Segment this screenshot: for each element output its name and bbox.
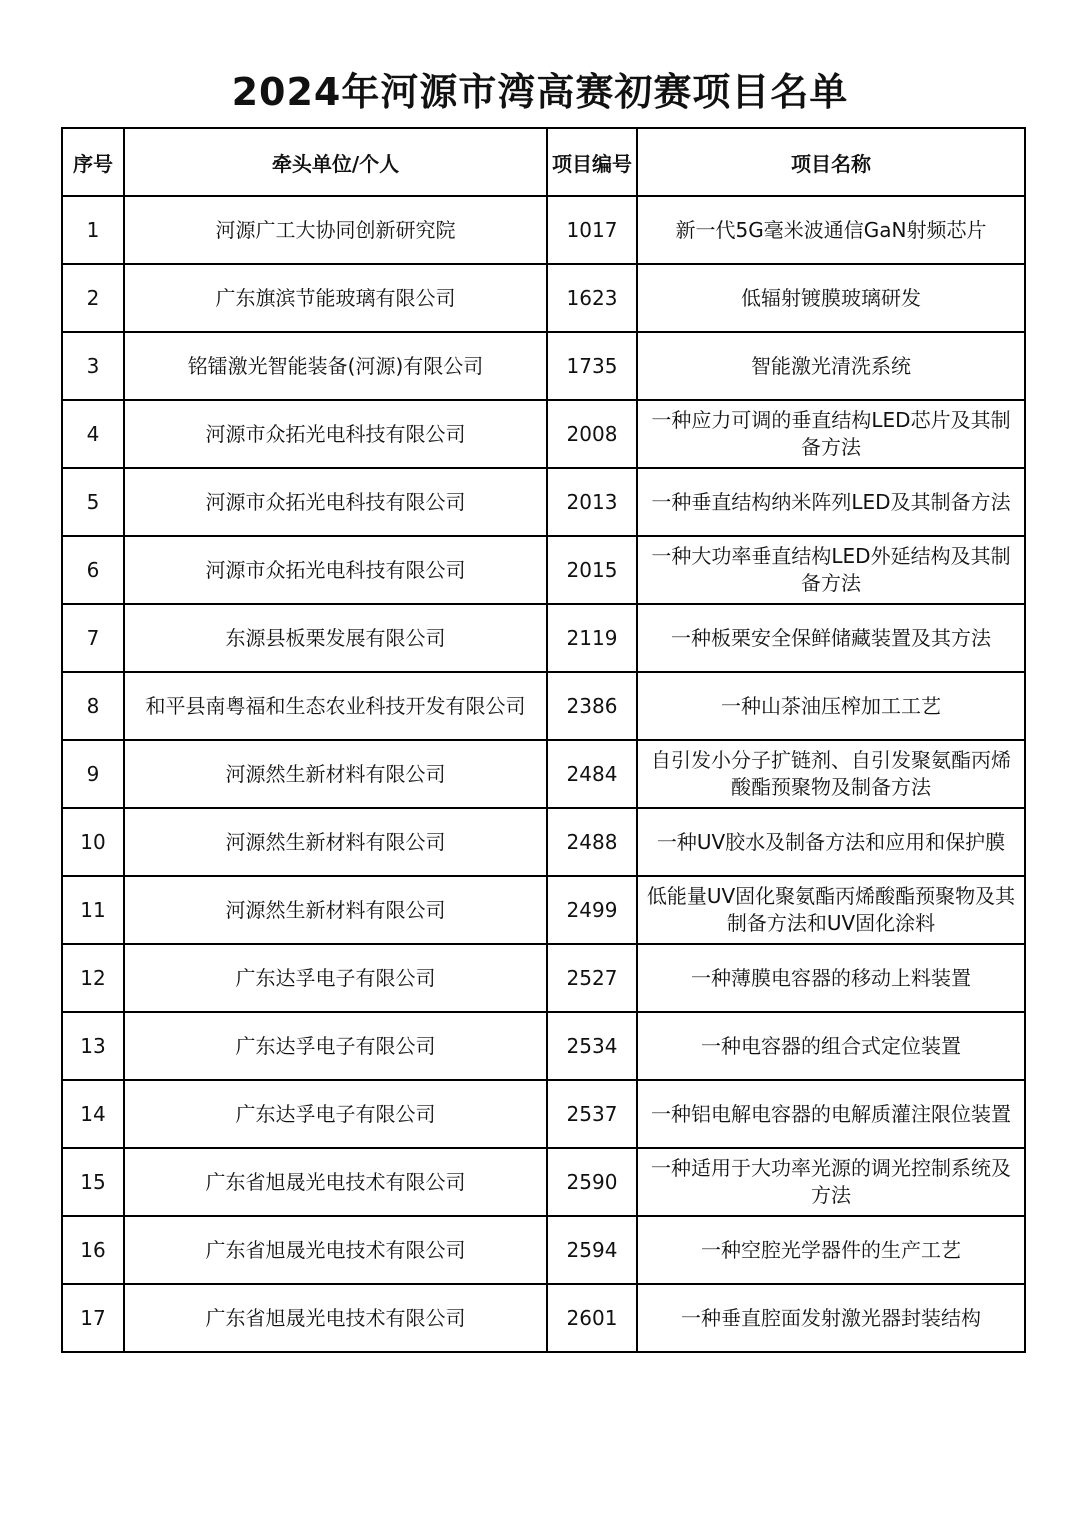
row-project-code-cell: 2537 — [547, 1080, 637, 1148]
table-row — [62, 1148, 1025, 1216]
row-project-code-cell: 2590 — [547, 1148, 637, 1216]
row-lead-unit-cell: 河源然生新材料有限公司 — [124, 876, 547, 944]
row-project-name-cell: 智能激光清洗系统 — [637, 332, 1025, 400]
table-row — [62, 604, 1025, 672]
page-title: 2024年河源市湾高赛初赛项目名单 — [231, 70, 849, 114]
row-project-code-cell: 2386 — [547, 672, 637, 740]
table-row — [62, 1012, 1025, 1080]
row-project-code-cell: 2488 — [547, 808, 637, 876]
row-project-code-cell: 2534 — [547, 1012, 637, 1080]
row-project-code-cell: 2594 — [547, 1216, 637, 1284]
table-row — [62, 1080, 1025, 1148]
row-project-code-cell: 1017 — [547, 196, 637, 264]
table-row — [62, 944, 1025, 1012]
table-row — [62, 1216, 1025, 1284]
row-index-cell: 16 — [62, 1216, 124, 1284]
row-project-name-cell: 一种大功率垂直结构LED外延结构及其制备方法 — [637, 536, 1025, 604]
row-project-code-cell: 2499 — [547, 876, 637, 944]
row-lead-unit-cell: 东源县板栗发展有限公司 — [124, 604, 547, 672]
table-row — [62, 672, 1025, 740]
row-index-cell: 12 — [62, 944, 124, 1012]
row-project-code-cell: 2484 — [547, 740, 637, 808]
row-project-code-cell: 2527 — [547, 944, 637, 1012]
row-lead-unit-cell: 河源市众拓光电科技有限公司 — [124, 536, 547, 604]
row-project-name-cell: 一种适用于大功率光源的调光控制系统及方法 — [637, 1148, 1025, 1216]
row-index-cell: 5 — [62, 468, 124, 536]
row-index-cell: 6 — [62, 536, 124, 604]
table-row — [62, 468, 1025, 536]
row-project-name-cell: 低能量UV固化聚氨酯丙烯酸酯预聚物及其制备方法和UV固化涂料 — [637, 876, 1025, 944]
table-row — [62, 196, 1025, 264]
table-row — [62, 740, 1025, 808]
row-project-code-cell: 2008 — [547, 400, 637, 468]
row-index-cell: 2 — [62, 264, 124, 332]
row-lead-unit-cell: 河源市众拓光电科技有限公司 — [124, 400, 547, 468]
row-index-cell: 17 — [62, 1284, 124, 1352]
row-index-cell: 4 — [62, 400, 124, 468]
table-row — [62, 400, 1025, 468]
row-lead-unit-cell: 广东达孚电子有限公司 — [124, 1012, 547, 1080]
row-lead-unit-cell: 河源然生新材料有限公司 — [124, 808, 547, 876]
table-body — [62, 196, 1025, 1352]
row-index-cell: 8 — [62, 672, 124, 740]
row-project-name-cell: 一种垂直结构纳米阵列LED及其制备方法 — [637, 468, 1025, 536]
row-project-name-cell: 低辐射镀膜玻璃研发 — [637, 264, 1025, 332]
row-project-name-cell: 一种应力可调的垂直结构LED芯片及其制备方法 — [637, 400, 1025, 468]
row-project-name-cell: 一种电容器的组合式定位装置 — [637, 1012, 1025, 1080]
header-project-code: 项目编号 — [547, 128, 637, 196]
row-lead-unit-cell: 广东省旭晟光电技术有限公司 — [124, 1284, 547, 1352]
project-list-table — [61, 127, 1026, 1353]
row-index-cell: 1 — [62, 196, 124, 264]
table-row — [62, 876, 1025, 944]
row-project-name-cell: 一种UV胶水及制备方法和应用和保护膜 — [637, 808, 1025, 876]
row-project-name-cell: 一种垂直腔面发射激光器封装结构 — [637, 1284, 1025, 1352]
row-index-cell: 15 — [62, 1148, 124, 1216]
row-lead-unit-cell: 河源市众拓光电科技有限公司 — [124, 468, 547, 536]
row-lead-unit-cell: 河源广工大协同创新研究院 — [124, 196, 547, 264]
row-lead-unit-cell: 广东旗滨节能玻璃有限公司 — [124, 264, 547, 332]
row-project-code-cell: 2013 — [547, 468, 637, 536]
row-index-cell: 3 — [62, 332, 124, 400]
row-project-code-cell: 2015 — [547, 536, 637, 604]
row-lead-unit-cell: 和平县南粤福和生态农业科技开发有限公司 — [124, 672, 547, 740]
row-lead-unit-cell: 广东省旭晟光电技术有限公司 — [124, 1216, 547, 1284]
header-project-name: 项目名称 — [637, 128, 1025, 196]
row-project-code-cell: 1623 — [547, 264, 637, 332]
row-lead-unit-cell: 铭镭激光智能装备(河源)有限公司 — [124, 332, 547, 400]
row-project-name-cell: 一种空腔光学器件的生产工艺 — [637, 1216, 1025, 1284]
row-project-code-cell: 2119 — [547, 604, 637, 672]
table-row — [62, 264, 1025, 332]
header-index: 序号 — [62, 128, 124, 196]
row-project-name-cell: 一种铝电解电容器的电解质灌注限位装置 — [637, 1080, 1025, 1148]
row-index-cell: 13 — [62, 1012, 124, 1080]
table-row — [62, 536, 1025, 604]
row-lead-unit-cell: 广东省旭晟光电技术有限公司 — [124, 1148, 547, 1216]
row-project-name-cell: 自引发小分子扩链剂、自引发聚氨酯丙烯酸酯预聚物及制备方法 — [637, 740, 1025, 808]
row-project-code-cell: 2601 — [547, 1284, 637, 1352]
row-project-code-cell: 1735 — [547, 332, 637, 400]
row-lead-unit-cell: 河源然生新材料有限公司 — [124, 740, 547, 808]
table-header-row — [62, 128, 1025, 196]
row-project-name-cell: 新一代5G毫米波通信GaN射频芯片 — [637, 196, 1025, 264]
row-index-cell: 11 — [62, 876, 124, 944]
header-lead-unit: 牵头单位/个人 — [124, 128, 547, 196]
row-index-cell: 7 — [62, 604, 124, 672]
row-lead-unit-cell: 广东达孚电子有限公司 — [124, 1080, 547, 1148]
row-lead-unit-cell: 广东达孚电子有限公司 — [124, 944, 547, 1012]
row-index-cell: 9 — [62, 740, 124, 808]
row-index-cell: 14 — [62, 1080, 124, 1148]
table-row — [62, 808, 1025, 876]
row-project-name-cell: 一种板栗安全保鲜储藏装置及其方法 — [637, 604, 1025, 672]
row-index-cell: 10 — [62, 808, 124, 876]
row-project-name-cell: 一种薄膜电容器的移动上料装置 — [637, 944, 1025, 1012]
table-row — [62, 1284, 1025, 1352]
table-row — [62, 332, 1025, 400]
row-project-name-cell: 一种山茶油压榨加工工艺 — [637, 672, 1025, 740]
